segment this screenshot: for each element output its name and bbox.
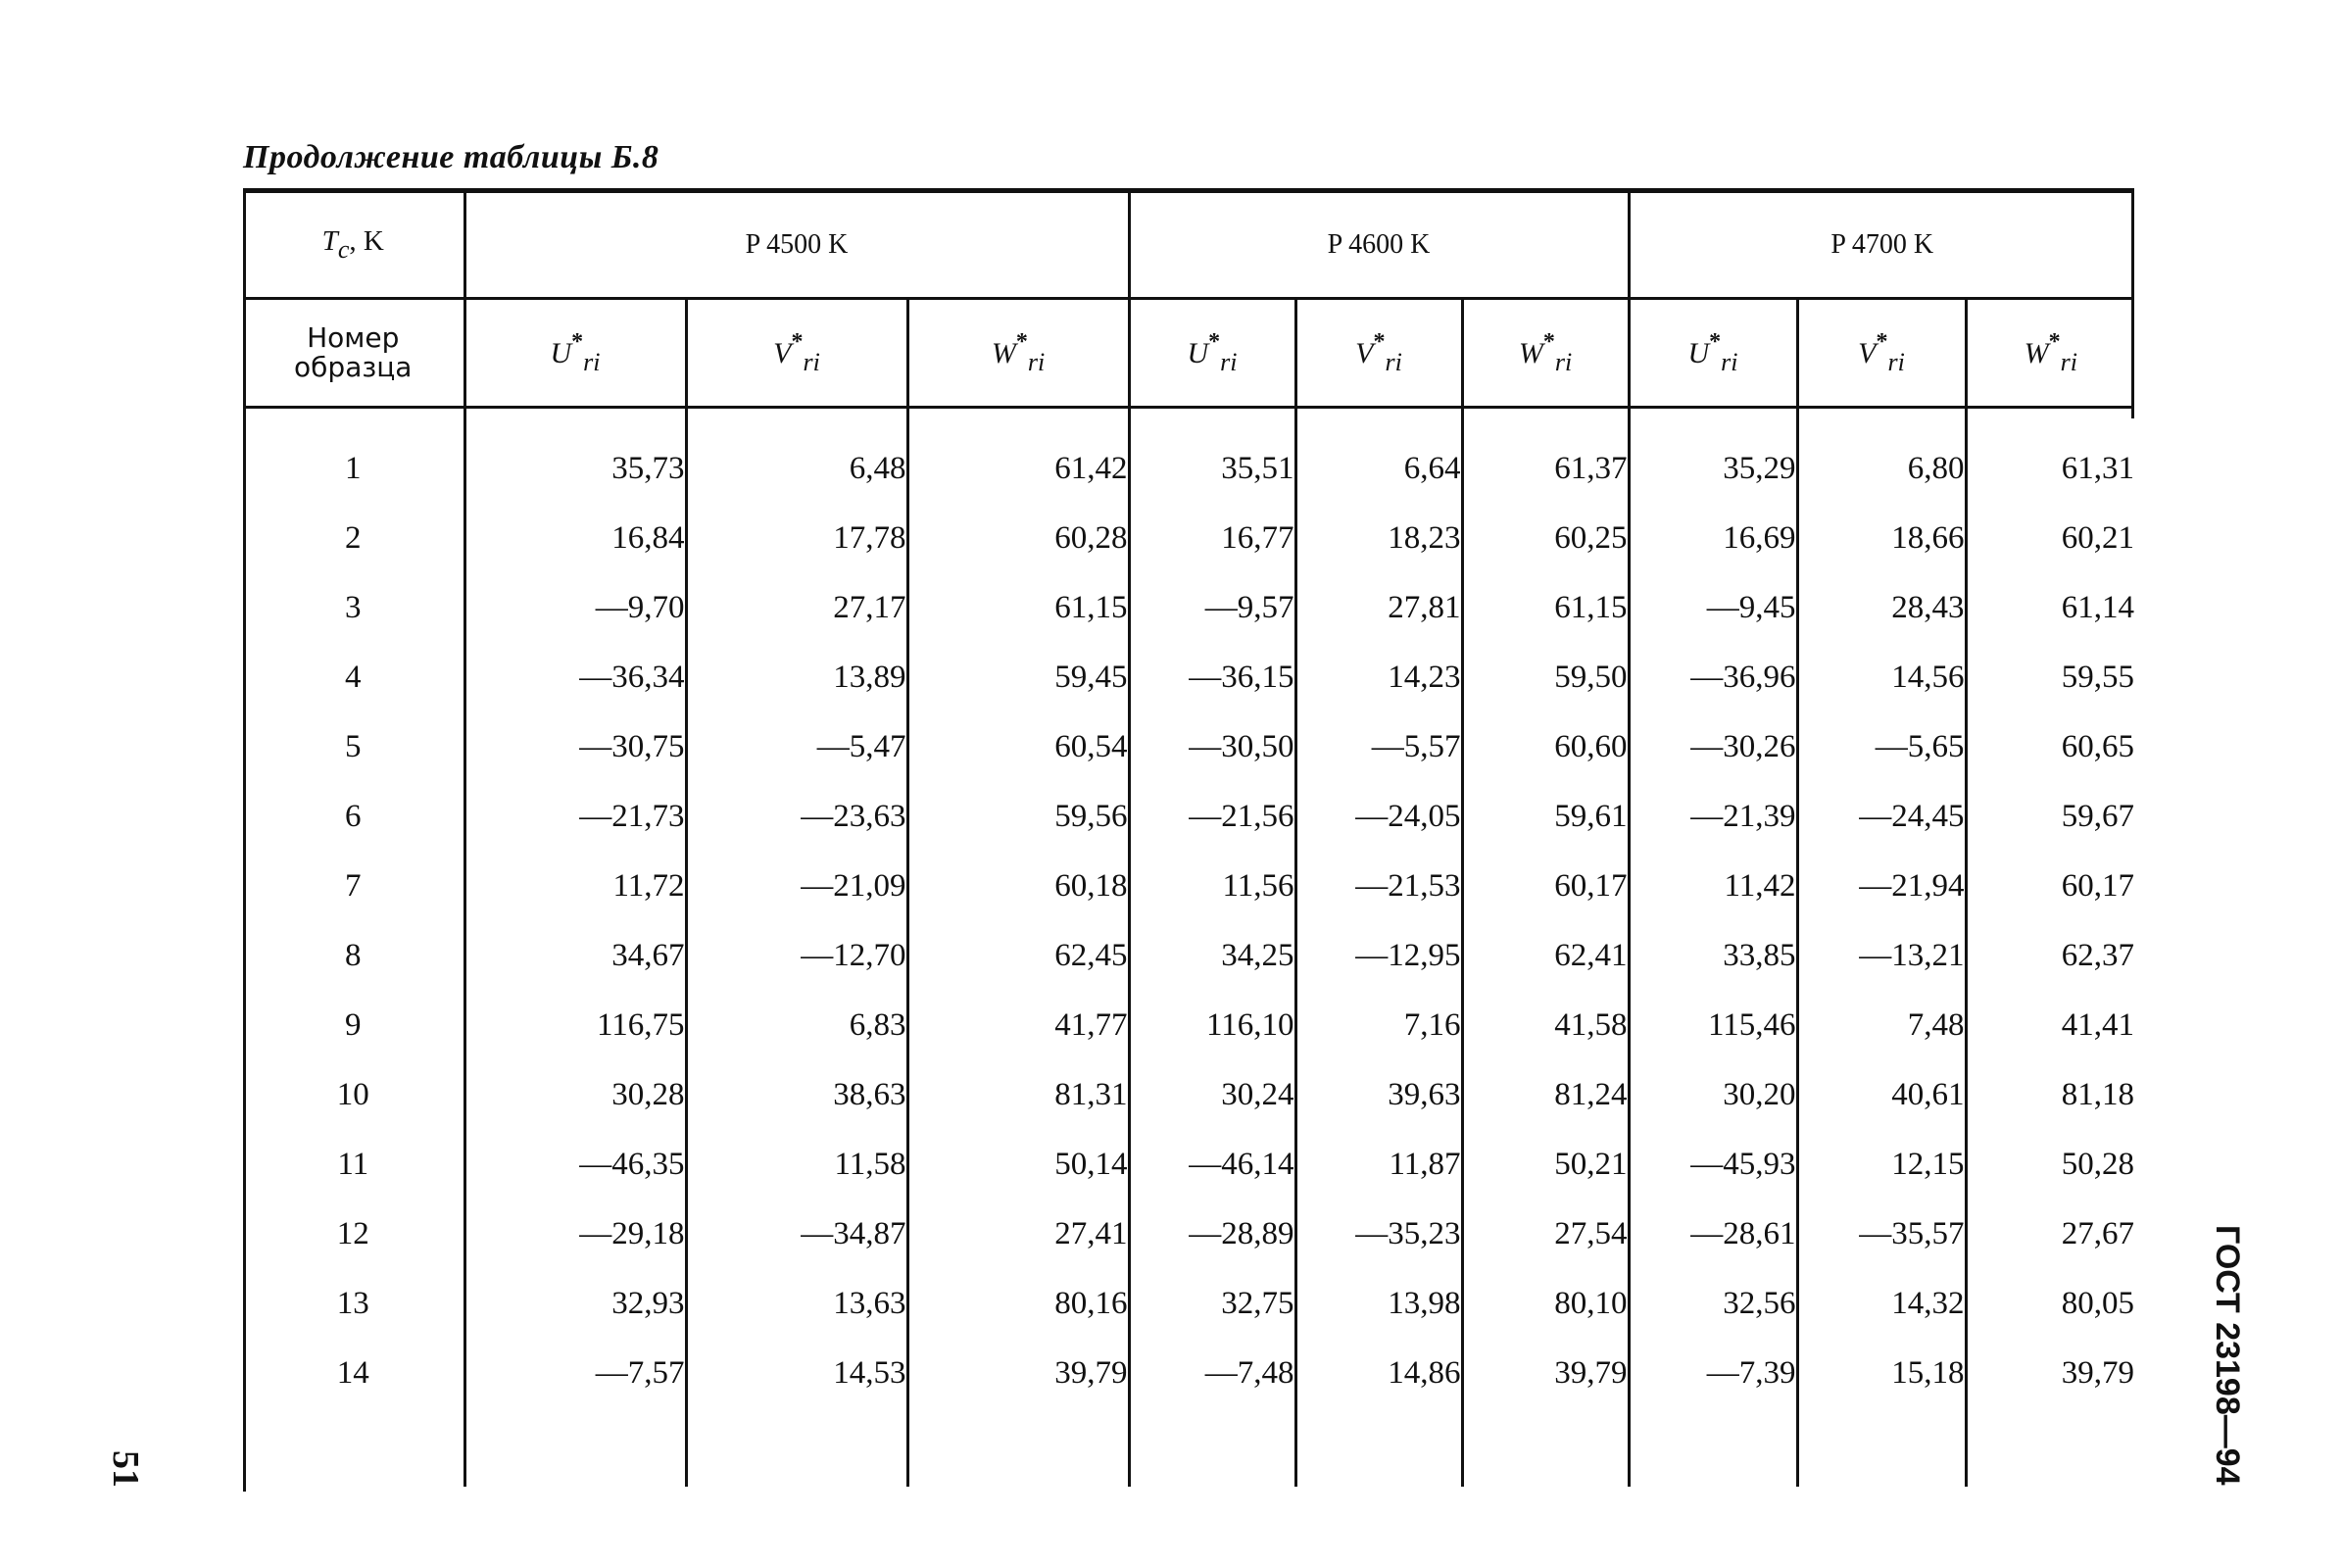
- table-row: [243, 852, 2134, 921]
- value-cell: 60,21: [2061, 520, 2134, 556]
- value-cell: 16,77: [1129, 504, 1295, 573]
- value-cell: —35,23: [1295, 1200, 1462, 1269]
- value-cell: 11,72: [464, 852, 686, 921]
- value-cell: 61,31: [2061, 451, 2134, 486]
- value-cell: 6,48: [686, 434, 907, 504]
- sample-number-cell: 2: [243, 504, 464, 573]
- value-cell: 6,64: [1295, 434, 1462, 504]
- value-cell: 80,16: [907, 1269, 1129, 1339]
- col-header-subscript: ri: [1385, 347, 1402, 376]
- value-cell: —24,45: [1797, 782, 1966, 852]
- value-cell: 12,15: [1797, 1130, 1966, 1200]
- value-cell: 59,61: [1462, 782, 1629, 852]
- value-cell: 27,54: [1462, 1200, 1629, 1269]
- value-cell: 80,05: [2061, 1286, 2134, 1321]
- col-header-v-4500: $V^*_{ri}$: [686, 299, 907, 408]
- value-cell: 6,83: [686, 991, 907, 1060]
- value-cell: —21,09: [686, 852, 907, 921]
- value-cell: —21,73: [464, 782, 686, 852]
- value-cell: —30,75: [464, 712, 686, 782]
- table-body: [243, 434, 2134, 1408]
- table-caption: Продолжение таблицы Б.8: [243, 139, 659, 175]
- table-row: [243, 573, 2134, 643]
- sample-number-cell: 5: [243, 712, 464, 782]
- value-cell: —36,15: [1129, 643, 1295, 712]
- value-cell: —9,70: [464, 573, 686, 643]
- col-header-subscript: ri: [583, 347, 601, 376]
- header-row-columns: [243, 299, 2134, 408]
- col-header-symbol: W: [991, 336, 1016, 369]
- col-header-subscript: ri: [1027, 347, 1046, 376]
- value-cell: 59,50: [1462, 643, 1629, 712]
- col-header-v-4700: $V^*_{ri}$: [1797, 299, 1966, 408]
- value-cell: 15,18: [1797, 1339, 1966, 1408]
- value-cell: 60,18: [907, 852, 1129, 921]
- value-cell: —7,57: [464, 1339, 686, 1408]
- sample-number-cell: 10: [243, 1060, 464, 1130]
- col-header-symbol: U: [550, 336, 572, 369]
- value-cell: —21,94: [1797, 852, 1966, 921]
- page-number: 51: [105, 1450, 146, 1488]
- value-cell: —12,95: [1295, 921, 1462, 991]
- value-cell: 62,41: [1462, 921, 1629, 991]
- value-cell: 38,63: [686, 1060, 907, 1130]
- value-cell: 60,28: [907, 504, 1129, 573]
- value-cell: —30,26: [1629, 712, 1797, 782]
- col-header-symbol: U: [1687, 336, 1710, 369]
- col-header-symbol: W: [2024, 336, 2049, 369]
- value-cell: 32,56: [1629, 1269, 1797, 1339]
- table-row: [243, 782, 2134, 852]
- col-header-w-4700: $W^*_{ri}$: [1966, 299, 2134, 408]
- value-cell: 62,37: [2061, 938, 2134, 973]
- value-cell: —36,96: [1629, 643, 1797, 712]
- value-cell: 62,45: [907, 921, 1129, 991]
- value-cell: 6,80: [1797, 434, 1966, 504]
- table-row: [243, 1130, 2134, 1200]
- value-cell: 18,23: [1295, 504, 1462, 573]
- value-cell: 39,63: [1295, 1060, 1462, 1130]
- col-header-w-4500: $W^*_{ri}$: [907, 299, 1129, 408]
- value-cell: 30,28: [464, 1060, 686, 1130]
- value-cell: 34,25: [1129, 921, 1295, 991]
- value-cell: 11,56: [1129, 852, 1295, 921]
- value-cell: —5,65: [1797, 712, 1966, 782]
- value-cell: 35,73: [464, 434, 686, 504]
- sample-number-cell: 14: [243, 1339, 464, 1408]
- value-cell: —21,39: [1629, 782, 1797, 852]
- value-cell: 61,42: [907, 434, 1129, 504]
- value-cell: —7,39: [1629, 1339, 1797, 1408]
- value-cell: 32,93: [464, 1269, 686, 1339]
- data-table: [243, 193, 2134, 1487]
- table-row: [243, 643, 2134, 712]
- value-cell: 34,67: [464, 921, 686, 991]
- sample-number-cell: 7: [243, 852, 464, 921]
- value-cell: 16,84: [464, 504, 686, 573]
- value-cell: 11,42: [1629, 852, 1797, 921]
- col-header-symbol: V: [773, 336, 792, 369]
- value-cell: —12,70: [686, 921, 907, 991]
- table-row: [243, 712, 2134, 782]
- value-cell: 30,24: [1129, 1060, 1295, 1130]
- sample-number-cell: 11: [243, 1130, 464, 1200]
- value-cell: 7,48: [1797, 991, 1966, 1060]
- value-cell: —46,35: [464, 1130, 686, 1200]
- value-cell: 41,77: [907, 991, 1129, 1060]
- sample-number-header-line1: Номер: [307, 321, 400, 354]
- value-cell: —24,05: [1295, 782, 1462, 852]
- col-header-subscript: ri: [803, 347, 820, 376]
- value-cell: 80,10: [1462, 1269, 1629, 1339]
- table-row: [243, 1339, 2134, 1408]
- value-cell: 61,37: [1462, 434, 1629, 504]
- sample-number-cell: 1: [243, 434, 464, 504]
- group-header-2: P 4600 K: [1129, 193, 1629, 299]
- value-cell: 35,29: [1629, 434, 1797, 504]
- table-row: [243, 991, 2134, 1060]
- table-row: [243, 434, 2134, 504]
- value-cell: 27,17: [686, 573, 907, 643]
- temperature-header: $T_c$, K: [243, 193, 464, 299]
- col-header-subscript: ri: [1721, 347, 1738, 376]
- value-cell: —34,87: [686, 1200, 907, 1269]
- value-cell: 61,14: [2061, 590, 2134, 625]
- sample-number-header: [243, 299, 464, 408]
- sample-number-cell: 3: [243, 573, 464, 643]
- value-cell: —30,50: [1129, 712, 1295, 782]
- sample-number-cell: 8: [243, 921, 464, 991]
- value-cell: 13,98: [1295, 1269, 1462, 1339]
- value-cell: 50,21: [1462, 1130, 1629, 1200]
- table-row: [243, 1200, 2134, 1269]
- value-cell: 39,79: [1462, 1339, 1629, 1408]
- value-cell: 60,54: [907, 712, 1129, 782]
- value-cell: 60,17: [2061, 868, 2134, 904]
- value-cell: 81,18: [2061, 1077, 2134, 1112]
- value-cell: 59,56: [907, 782, 1129, 852]
- value-cell: —13,21: [1797, 921, 1966, 991]
- value-cell: 60,65: [2061, 729, 2134, 764]
- sample-number-header-line2: образца: [294, 351, 413, 383]
- header-row-groups: [243, 193, 2134, 299]
- col-header-subscript: ri: [2060, 347, 2077, 376]
- table-tail-row: [243, 1408, 2134, 1487]
- sample-number-cell: 13: [243, 1269, 464, 1339]
- value-cell: 116,75: [464, 991, 686, 1060]
- value-cell: 27,41: [907, 1200, 1129, 1269]
- group-header-3: P 4700 K: [1629, 193, 2134, 299]
- value-cell: 11,58: [686, 1130, 907, 1200]
- value-cell: 61,15: [907, 573, 1129, 643]
- value-cell: 60,60: [1462, 712, 1629, 782]
- value-cell: 50,14: [907, 1130, 1129, 1200]
- value-cell: —28,89: [1129, 1200, 1295, 1269]
- col-header-subscript: ri: [1887, 347, 1905, 376]
- value-cell: —36,34: [464, 643, 686, 712]
- col-header-subscript: ri: [1220, 347, 1238, 376]
- value-cell: 7,16: [1295, 991, 1462, 1060]
- col-header-symbol: V: [1355, 336, 1374, 369]
- table-row: [243, 921, 2134, 991]
- value-cell: 115,46: [1629, 991, 1797, 1060]
- sample-number-cell: 12: [243, 1200, 464, 1269]
- value-cell: 17,78: [686, 504, 907, 573]
- value-cell: 14,32: [1797, 1269, 1966, 1339]
- value-cell: 16,69: [1629, 504, 1797, 573]
- table-frame: [243, 188, 2134, 1492]
- col-header-w-4600: $W^*_{ri}$: [1462, 299, 1629, 408]
- value-cell: 41,41: [2061, 1007, 2134, 1043]
- value-cell: —45,93: [1629, 1130, 1797, 1200]
- value-cell: —35,57: [1797, 1200, 1966, 1269]
- col-header-symbol: V: [1858, 336, 1877, 369]
- sample-number-cell: 4: [243, 643, 464, 712]
- value-cell: 39,79: [2061, 1355, 2134, 1391]
- group-header-1: P 4500 K: [464, 193, 1129, 299]
- value-cell: 59,55: [2061, 660, 2134, 695]
- header-spacer-row: [243, 408, 2134, 435]
- value-cell: 32,75: [1129, 1269, 1295, 1339]
- value-cell: 40,61: [1797, 1060, 1966, 1130]
- value-cell: 60,25: [1462, 504, 1629, 573]
- col-header-subscript: ri: [1554, 347, 1573, 376]
- col-header-symbol: U: [1187, 336, 1209, 369]
- value-cell: 81,31: [907, 1060, 1129, 1130]
- value-cell: 39,79: [907, 1339, 1129, 1408]
- col-header-v-4600: $V^*_{ri}$: [1295, 299, 1462, 408]
- sample-number-cell: 9: [243, 991, 464, 1060]
- value-cell: 60,17: [1462, 852, 1629, 921]
- value-cell: 11,87: [1295, 1130, 1462, 1200]
- table-row: [243, 504, 2134, 573]
- standard-code: ГОСТ 23198—94: [2209, 1225, 2246, 1486]
- value-cell: 14,23: [1295, 643, 1462, 712]
- col-header-u-4700: $U^*_{ri}$: [1629, 299, 1797, 408]
- value-cell: —23,63: [686, 782, 907, 852]
- sample-number-cell: 6: [243, 782, 464, 852]
- value-cell: 59,67: [2061, 799, 2134, 834]
- value-cell: 30,20: [1629, 1060, 1797, 1130]
- value-cell: 33,85: [1629, 921, 1797, 991]
- value-cell: 81,24: [1462, 1060, 1629, 1130]
- col-header-u-4600: $U^*_{ri}$: [1129, 299, 1295, 408]
- value-cell: —29,18: [464, 1200, 686, 1269]
- col-header-u-4500: $U^*_{ri}$: [464, 299, 686, 408]
- value-cell: 41,58: [1462, 991, 1629, 1060]
- value-cell: 14,53: [686, 1339, 907, 1408]
- value-cell: —46,14: [1129, 1130, 1295, 1200]
- value-cell: 27,81: [1295, 573, 1462, 643]
- value-cell: 18,66: [1797, 504, 1966, 573]
- value-cell: —9,45: [1629, 573, 1797, 643]
- table-row: [243, 1269, 2134, 1339]
- value-cell: 28,43: [1797, 573, 1966, 643]
- value-cell: 35,51: [1129, 434, 1295, 504]
- value-cell: 14,56: [1797, 643, 1966, 712]
- value-cell: —21,53: [1295, 852, 1462, 921]
- value-cell: —9,57: [1129, 573, 1295, 643]
- value-cell: —5,47: [686, 712, 907, 782]
- value-cell: 59,45: [907, 643, 1129, 712]
- table-row: [243, 1060, 2134, 1130]
- value-cell: 27,67: [2061, 1216, 2134, 1251]
- value-cell: —7,48: [1129, 1339, 1295, 1408]
- value-cell: —5,57: [1295, 712, 1462, 782]
- value-cell: 61,15: [1462, 573, 1629, 643]
- value-cell: —21,56: [1129, 782, 1295, 852]
- value-cell: 50,28: [2061, 1147, 2134, 1182]
- value-cell: 13,63: [686, 1269, 907, 1339]
- value-cell: —28,61: [1629, 1200, 1797, 1269]
- value-cell: 116,10: [1129, 991, 1295, 1060]
- value-cell: 13,89: [686, 643, 907, 712]
- value-cell: 14,86: [1295, 1339, 1462, 1408]
- col-header-symbol: W: [1518, 336, 1543, 369]
